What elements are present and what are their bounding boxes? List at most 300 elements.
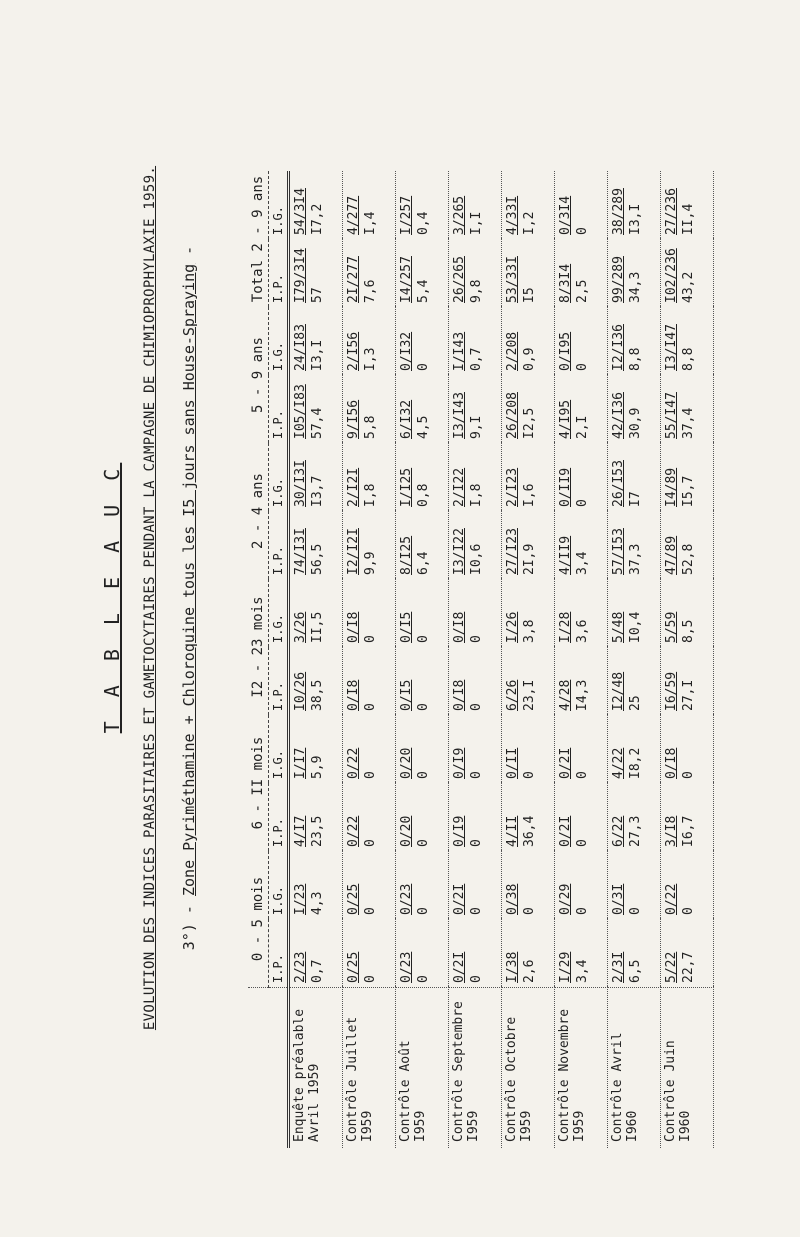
cell-ratio: 0/I8: [346, 611, 361, 643]
column-header-ip: I.P.: [269, 919, 289, 988]
cell-ratio: 0/2I: [452, 951, 467, 983]
cell-percent: 6,5: [628, 959, 643, 983]
row-label: [343, 988, 396, 1149]
cell-ratio: 26/I53: [611, 460, 626, 507]
row-label-line: I960: [678, 1110, 693, 1142]
cell-ratio: 0/I9: [452, 815, 467, 847]
cell-percent: 38,5: [310, 679, 325, 711]
cell-percent: 52,8: [681, 543, 696, 575]
table-cell: [555, 239, 608, 307]
cell-ratio: 99/289: [611, 256, 626, 303]
cell-percent: 0,8: [416, 483, 431, 507]
cell-percent: 0: [416, 635, 431, 643]
cell-percent: 0: [469, 635, 484, 643]
cell-percent: 0: [363, 635, 378, 643]
cell-ratio: 0/3I4: [558, 195, 573, 235]
cell-ratio: 0/I8: [452, 679, 467, 711]
cell-percent: I5,7: [681, 475, 696, 507]
table-cell: [449, 919, 502, 988]
row-label-line: I959: [519, 1110, 534, 1142]
cell-percent: 0: [522, 907, 537, 915]
cell-percent: 43,2: [681, 271, 696, 303]
table-cell: [396, 919, 449, 988]
cell-percent: 30,9: [628, 407, 643, 439]
cell-ratio: 0/2I: [558, 815, 573, 847]
cell-percent: 0: [575, 839, 590, 847]
cell-percent: 0: [575, 771, 590, 779]
cell-percent: 57: [310, 287, 325, 303]
cell-ratio: 47/89: [664, 535, 679, 575]
page-title: T A B L E A U C: [100, 462, 124, 734]
cell-ratio: 0/22: [346, 815, 361, 847]
table-cell: [555, 647, 608, 715]
row-label-line: I959: [360, 1110, 375, 1142]
table-cell: [343, 851, 396, 919]
table-cell: [608, 307, 661, 375]
cell-ratio: 3/I8: [664, 815, 679, 847]
table-cell: [608, 375, 661, 443]
zone-prefix: 3°) -: [180, 896, 198, 951]
table-cell: [449, 579, 502, 647]
cell-ratio: 0/2I: [452, 883, 467, 915]
cell-ratio: 2/23: [293, 951, 308, 983]
table-cell: [608, 851, 661, 919]
table-cell: [343, 783, 396, 851]
cell-percent: 34,3: [628, 271, 643, 303]
table-cell: [343, 375, 396, 443]
cell-ratio: 0/22: [664, 883, 679, 915]
cell-ratio: 42/I36: [611, 392, 626, 439]
table-cell: [396, 579, 449, 647]
cell-ratio: I6/59: [664, 671, 679, 711]
column-header-ip: I.P.: [269, 511, 289, 579]
cell-percent: 23,5: [310, 815, 325, 847]
cell-ratio: I4/257: [399, 256, 414, 303]
table-cell: [289, 239, 343, 307]
cell-percent: 0: [575, 907, 590, 915]
cell-percent: 0,4: [416, 211, 431, 235]
column-header-ip: I.P.: [269, 783, 289, 851]
cell-percent: I,I: [469, 211, 484, 235]
table-cell: [343, 579, 396, 647]
table-cell: [343, 919, 396, 988]
cell-percent: I5: [522, 287, 537, 303]
cell-percent: I0,6: [469, 543, 484, 575]
cell-percent: 25: [628, 695, 643, 711]
cell-percent: 4,3: [310, 891, 325, 915]
table-body: [289, 171, 714, 1148]
cell-percent: I,2: [522, 211, 537, 235]
table-cell: [289, 443, 343, 511]
column-header-ig: I.G.: [269, 443, 289, 511]
table-cell: [449, 443, 502, 511]
cell-ratio: 5/48: [611, 611, 626, 643]
cell-ratio: 53/33I: [505, 256, 520, 303]
row-label-line: I959: [413, 1110, 428, 1142]
cell-ratio: 3/26: [293, 611, 308, 643]
group-header: 0 - 5 mois: [248, 851, 269, 988]
table-cell: [502, 511, 555, 579]
cell-percent: 8,8: [681, 347, 696, 371]
row-label-line: I959: [572, 1110, 587, 1142]
table-row: [608, 171, 661, 1148]
cell-ratio: I/I7: [293, 747, 308, 779]
cell-ratio: I02/236: [664, 248, 679, 303]
rotated-page: [80, 38, 720, 1158]
cell-percent: I7,2: [310, 203, 325, 235]
table-cell: [396, 851, 449, 919]
cell-ratio: I2/I36: [611, 324, 626, 371]
table-cell: [661, 307, 714, 375]
table-cell: [555, 715, 608, 783]
cell-ratio: 0/23: [399, 951, 414, 983]
cell-percent: 0: [469, 975, 484, 983]
cell-ratio: 9/I56: [346, 399, 361, 439]
cell-ratio: 0/20: [399, 747, 414, 779]
table-cell: [343, 715, 396, 783]
cell-percent: 7,6: [363, 279, 378, 303]
table-cell: [661, 375, 714, 443]
cell-ratio: 2/I22: [452, 467, 467, 507]
cell-ratio: 5/22: [664, 951, 679, 983]
table-cell: [555, 783, 608, 851]
cell-ratio: 0/22: [346, 747, 361, 779]
cell-ratio: I4/89: [664, 467, 679, 507]
cell-percent: 23,I: [522, 679, 537, 711]
row-label: [449, 988, 502, 1149]
cell-percent: 9,I: [469, 415, 484, 439]
cell-ratio: I/29: [558, 951, 573, 983]
cell-ratio: 0/20: [399, 815, 414, 847]
column-header-ig: I.G.: [269, 715, 289, 783]
cell-ratio: 3/265: [452, 195, 467, 235]
cell-percent: 27,3: [628, 815, 643, 847]
row-label-line: Contrôle Août: [398, 1040, 413, 1142]
cell-percent: 0: [416, 907, 431, 915]
table-cell: [343, 171, 396, 239]
cell-percent: 4,5: [416, 415, 431, 439]
table-cell: [289, 511, 343, 579]
row-label: [502, 988, 555, 1149]
cell-ratio: 0/I32: [399, 331, 414, 371]
cell-ratio: I3/I43: [452, 392, 467, 439]
table-cell: [661, 579, 714, 647]
cell-percent: I8,2: [628, 747, 643, 779]
cell-percent: 5,8: [363, 415, 378, 439]
cell-percent: 0: [363, 771, 378, 779]
table-cell: [661, 919, 714, 988]
table-cell: [449, 851, 502, 919]
cell-percent: 2,5: [575, 279, 590, 303]
table-cell: [289, 375, 343, 443]
table-row: [555, 171, 608, 1148]
cell-percent: I3,I: [628, 203, 643, 235]
cell-percent: 9,9: [363, 551, 378, 575]
corner-cell: [269, 988, 289, 1149]
table-cell: [449, 307, 502, 375]
cell-ratio: 2/I56: [346, 331, 361, 371]
table-cell: [502, 647, 555, 715]
corner-cell: [248, 988, 269, 1149]
cell-percent: 27,I: [681, 679, 696, 711]
table-cell: [343, 511, 396, 579]
cell-ratio: 0/I9: [452, 747, 467, 779]
table-cell: [289, 919, 343, 988]
cell-percent: 0: [416, 703, 431, 711]
table-cell: [608, 239, 661, 307]
cell-ratio: I05/I83: [293, 384, 308, 439]
cell-percent: 2,6: [522, 959, 537, 983]
table-cell: [502, 307, 555, 375]
cell-percent: 3,4: [575, 959, 590, 983]
row-label: [555, 988, 608, 1149]
cell-ratio: I/23: [293, 883, 308, 915]
cell-ratio: 26/265: [452, 256, 467, 303]
cell-percent: 0: [469, 839, 484, 847]
row-label-line: Contrôle Octobre: [504, 1016, 519, 1142]
row-label-line: Contrôle Juillet: [345, 1016, 360, 1142]
table-cell: [449, 647, 502, 715]
row-label-line: I959: [466, 1110, 481, 1142]
cell-ratio: 57/I53: [611, 528, 626, 575]
group-header: Total 2 - 9 ans: [248, 171, 269, 307]
cell-percent: 22,7: [681, 951, 696, 983]
cell-ratio: 4/II9: [558, 535, 573, 575]
cell-ratio: 5/59: [664, 611, 679, 643]
row-label-line: Contrôle Novembre: [557, 1008, 572, 1142]
cell-ratio: 6/I32: [399, 399, 414, 439]
cell-ratio: 27/I23: [505, 528, 520, 575]
table-cell: [661, 647, 714, 715]
cell-percent: 9,8: [469, 279, 484, 303]
table-cell: [289, 715, 343, 783]
table-cell: [289, 171, 343, 239]
cell-ratio: 4/28: [558, 679, 573, 711]
table-cell: [449, 715, 502, 783]
cell-percent: 8,5: [681, 619, 696, 643]
cell-ratio: 27/236: [664, 188, 679, 235]
cell-percent: 0: [681, 771, 696, 779]
table-cell: [608, 783, 661, 851]
cell-ratio: I/26: [505, 611, 520, 643]
table-cell: [289, 307, 343, 375]
cell-percent: I2,5: [522, 407, 537, 439]
cell-ratio: 0/3I: [611, 883, 626, 915]
table-cell: [343, 307, 396, 375]
table-cell: [661, 851, 714, 919]
table-row: [449, 171, 502, 1148]
group-header: 2 - 4 ans: [248, 443, 269, 579]
cell-ratio: I3/I22: [452, 528, 467, 575]
cell-percent: I3,7: [310, 475, 325, 507]
cell-ratio: 0/25: [346, 883, 361, 915]
cell-percent: 5,4: [416, 279, 431, 303]
table-cell: [396, 715, 449, 783]
cell-percent: I,8: [363, 483, 378, 507]
column-header-ig: I.G.: [269, 171, 289, 239]
column-header-ip: I.P.: [269, 239, 289, 307]
cell-ratio: 24/I83: [293, 324, 308, 371]
cell-percent: 37,3: [628, 543, 643, 575]
cell-percent: 6,4: [416, 551, 431, 575]
table-cell: [449, 239, 502, 307]
table-cell: [289, 783, 343, 851]
cell-percent: 0: [575, 227, 590, 235]
cell-ratio: 0/29: [558, 883, 573, 915]
cell-ratio: 4/II: [505, 815, 520, 847]
cell-percent: 0: [681, 907, 696, 915]
cell-percent: I,6: [522, 483, 537, 507]
row-label-line: Enquête préalable: [292, 1008, 307, 1142]
cell-percent: 0: [469, 907, 484, 915]
cell-ratio: 2/I2I: [346, 467, 361, 507]
cell-ratio: 2I/277: [346, 256, 361, 303]
column-header-ig: I.G.: [269, 579, 289, 647]
cell-ratio: 4/22: [611, 747, 626, 779]
table-cell: [396, 511, 449, 579]
cell-percent: II,5: [310, 611, 325, 643]
cell-percent: 0: [469, 703, 484, 711]
group-header: 5 - 9 ans: [248, 307, 269, 443]
cell-percent: 37,4: [681, 407, 696, 439]
table-cell: [502, 579, 555, 647]
table-cell: [555, 511, 608, 579]
row-label: [608, 988, 661, 1149]
cell-ratio: 0/I95: [558, 331, 573, 371]
cell-ratio: I/28: [558, 611, 573, 643]
row-label-line: Contrôle Avril: [610, 1032, 625, 1142]
cell-percent: 0: [363, 975, 378, 983]
cell-ratio: I/38: [505, 951, 520, 983]
table-cell: [608, 511, 661, 579]
cell-ratio: 0/25: [346, 951, 361, 983]
table-cell: [343, 647, 396, 715]
table-cell: [661, 715, 714, 783]
cell-percent: 3,6: [575, 619, 590, 643]
table-cell: [608, 919, 661, 988]
table-cell: [555, 919, 608, 988]
cell-percent: 0,7: [469, 347, 484, 371]
row-label-line: Contrôle Septembre: [451, 1001, 466, 1142]
cell-ratio: 74/I3I: [293, 528, 308, 575]
table-cell: [502, 375, 555, 443]
cell-percent: 0: [628, 907, 643, 915]
table-cell: [661, 783, 714, 851]
cell-ratio: 6/26: [505, 679, 520, 711]
table-cell: [396, 443, 449, 511]
table-cell: [289, 579, 343, 647]
cell-ratio: 4/277: [346, 195, 361, 235]
cell-ratio: 0/I5: [399, 611, 414, 643]
cell-ratio: 4/I95: [558, 399, 573, 439]
zone-caption: [180, 38, 198, 1158]
cell-percent: I4,3: [575, 679, 590, 711]
table-cell: [502, 171, 555, 239]
cell-percent: 0: [469, 771, 484, 779]
table-cell: [449, 511, 502, 579]
table-cell: [608, 171, 661, 239]
table-row: [502, 171, 555, 1148]
cell-ratio: 2/I23: [505, 467, 520, 507]
cell-ratio: 0/I8: [346, 679, 361, 711]
cell-percent: I7: [628, 491, 643, 507]
row-label-line: I960: [625, 1110, 640, 1142]
cell-ratio: 2/208: [505, 331, 520, 371]
sub-header-row: [269, 171, 289, 1148]
cell-ratio: 8/3I4: [558, 263, 573, 303]
cell-ratio: 0/2I: [558, 747, 573, 779]
cell-ratio: 26/208: [505, 392, 520, 439]
cell-ratio: 38/289: [611, 188, 626, 235]
cell-ratio: I/I43: [452, 331, 467, 371]
table-cell: [449, 783, 502, 851]
cell-percent: I,8: [469, 483, 484, 507]
cell-ratio: 4/33I: [505, 195, 520, 235]
table-cell: [396, 307, 449, 375]
table-cell: [661, 511, 714, 579]
table-cell: [502, 851, 555, 919]
table-row: [343, 171, 396, 1148]
table-cell: [502, 239, 555, 307]
table-cell: [449, 375, 502, 443]
cell-percent: 0,7: [310, 959, 325, 983]
table-cell: [555, 851, 608, 919]
column-header-ig: I.G.: [269, 307, 289, 375]
table-cell: [289, 851, 343, 919]
table-cell: [396, 783, 449, 851]
cell-ratio: 6/22: [611, 815, 626, 847]
table-cell: [608, 715, 661, 783]
group-header: I2 - 23 mois: [248, 579, 269, 715]
cell-percent: 3,8: [522, 619, 537, 643]
cell-ratio: 30/I3I: [293, 460, 308, 507]
table-cell: [396, 375, 449, 443]
cell-percent: 2,I: [575, 415, 590, 439]
cell-percent: II,4: [681, 203, 696, 235]
table-cell: [608, 443, 661, 511]
cell-ratio: 55/I47: [664, 392, 679, 439]
cell-percent: I,3: [363, 347, 378, 371]
table-cell: [502, 715, 555, 783]
row-label: [396, 988, 449, 1149]
table-cell: [289, 647, 343, 715]
cell-percent: 0: [575, 499, 590, 507]
page-subtitle: EVOLUTION DES INDICES PARASITAIRES ET GAMETOCYTAIRES PENDANT LA CAMPAGNE DE CHIMIOPROPHYLAXIE 1959.: [142, 165, 158, 1031]
cell-percent: 57,4: [310, 407, 325, 439]
cell-percent: 0: [575, 363, 590, 371]
cell-percent: 0: [416, 771, 431, 779]
cell-percent: 8,8: [628, 347, 643, 371]
table-cell: [502, 919, 555, 988]
table-cell: [396, 171, 449, 239]
column-header-ig: I.G.: [269, 851, 289, 919]
cell-ratio: 4/I7: [293, 815, 308, 847]
table-cell: [661, 443, 714, 511]
cell-percent: 36,4: [522, 815, 537, 847]
cell-percent: 0: [363, 839, 378, 847]
column-header-ip: I.P.: [269, 375, 289, 443]
group-header: 6 - II mois: [248, 715, 269, 851]
cell-ratio: 0/23: [399, 883, 414, 915]
cell-percent: 0: [416, 975, 431, 983]
zone-text: Zone Pyriméthamine + Chloroquine tous les I5 jours sans House-Spraying: [180, 263, 198, 897]
table-cell: [449, 171, 502, 239]
table-cell: [555, 171, 608, 239]
cell-percent: 0: [363, 703, 378, 711]
cell-ratio: 0/38: [505, 883, 520, 915]
table-cell: [502, 443, 555, 511]
row-label-line: Avril 1959: [307, 1063, 322, 1142]
